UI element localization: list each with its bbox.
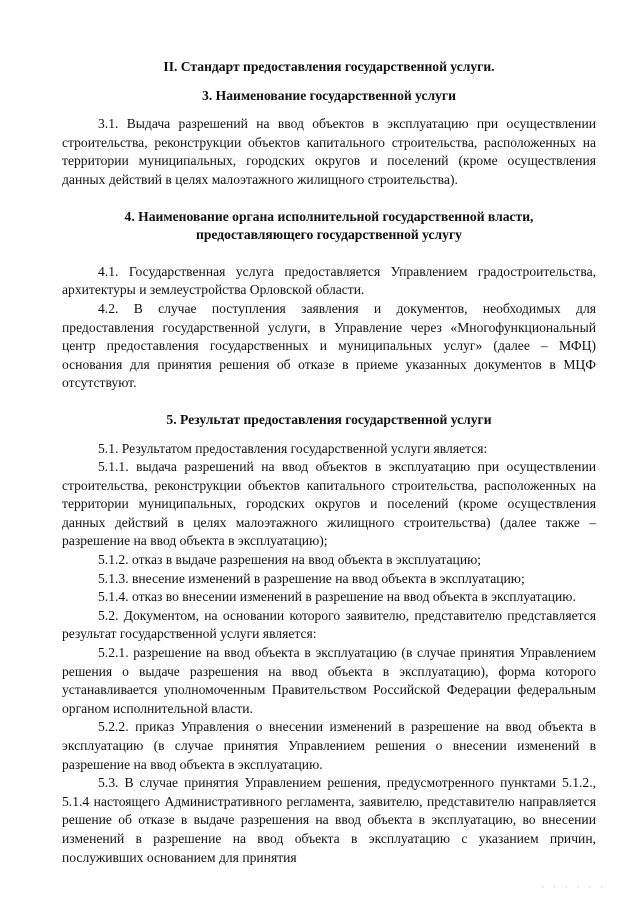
paragraph-5-2-2: 5.2.2. приказ Управления о внесении изменений в разрешение на ввод объекта в эксплуатацию (в случае принятия Управлением решения о внесении изменений в разрешение на ввод объекта в эксплуатацию. <box>62 719 596 772</box>
paragraph-5-2: 5.2. Документом, на основании которого заявителю, представителю представляется результат государственной услуги является: <box>62 607 596 642</box>
paragraph-5-1-3: 5.1.3. внесение изменений в разрешение на ввод объекта в эксплуатацию; <box>98 570 525 586</box>
paragraph-5-2-1: 5.2.1. разрешение на ввод объекта в эксплуатацию (в случае принятия Управлением решения о выдаче разрешения на ввод объекта в эксплуатацию), форма которого устанавливается уполномоченным Правительством Российской Федерации федеральным органом исполнительной власти. <box>62 645 596 716</box>
section-title: II. Стандарт предоставления государственной услуги. <box>163 59 495 74</box>
paragraph-5-1-2: 5.1.2. отказ в выдаче разрешения на ввод объекта в эксплуатацию; <box>98 552 482 568</box>
heading-3: 3. Наименование государственной услуги <box>202 87 456 103</box>
paragraph-5-1-1: 5.1.1. выдача разрешений на ввод объектов в эксплуатацию при осуществлении строительства, реконструкции объектов капитального строительства, расположенных на территории муниципальных, городских округов и поселений (кроме осуществления данных действий в целях малоэтажного жилищного строительства) (далее также – разрешение на ввод объекта в эксплуатацию); <box>62 459 596 549</box>
heading-4-line2: предоставляющего государственной услугу <box>196 227 462 243</box>
scan-noise: · · · · · · <box>541 883 606 893</box>
document-page <box>62 58 596 867</box>
heading-4-line1: 4. Наименование органа исполнительной государственной власти, <box>124 208 534 224</box>
paragraph-4-1: 4.1. Государственная услуга предоставляется Управлением градостроительства, архитектуры и землеустройства Орловской области. <box>62 263 596 298</box>
paragraph-3-1: 3.1. Выдача разрешений на ввод объектов в эксплуатацию при осуществлении строительства, реконструкции объектов капитального строительства, расположенных на территории муниципальных, городских округов и поселений (кроме осуществления данных действий в целях малоэтажного жилищного строительства). <box>62 116 596 187</box>
paragraph-5-1-4: 5.1.4. отказ во внесении изменений в разрешение на ввод объекта в эксплуатацию. <box>98 589 576 605</box>
heading-5: 5. Результат предоставления государственной услуги <box>166 411 492 427</box>
paragraph-5-1: 5.1. Результатом предоставления государственной услуги является: <box>98 440 488 456</box>
paragraph-4-2: 4.2. В случае поступления заявления и документов, необходимых для предоставления государственной услуги, в Управление через «Многофункциональный центр предоставления государственных и муниципальных услуг» (далее – МФЦ) основания для принятия решения об отказе в приеме указанных документов в МЦФ отсутствуют. <box>62 300 596 391</box>
paragraph-5-3: 5.3. В случае принятия Управлением решения, предусмотренного пунктами 5.1.2., 5.1.4 настоящего Административного регламента, заявителю, представителю направляется решение об отказе в выдаче разрешения на ввод объекта в эксплуатацию, во внесении изменений в разрешение на ввод объекта в эксплуатацию с указанием причин, послуживших основанием для принятия <box>62 775 596 865</box>
